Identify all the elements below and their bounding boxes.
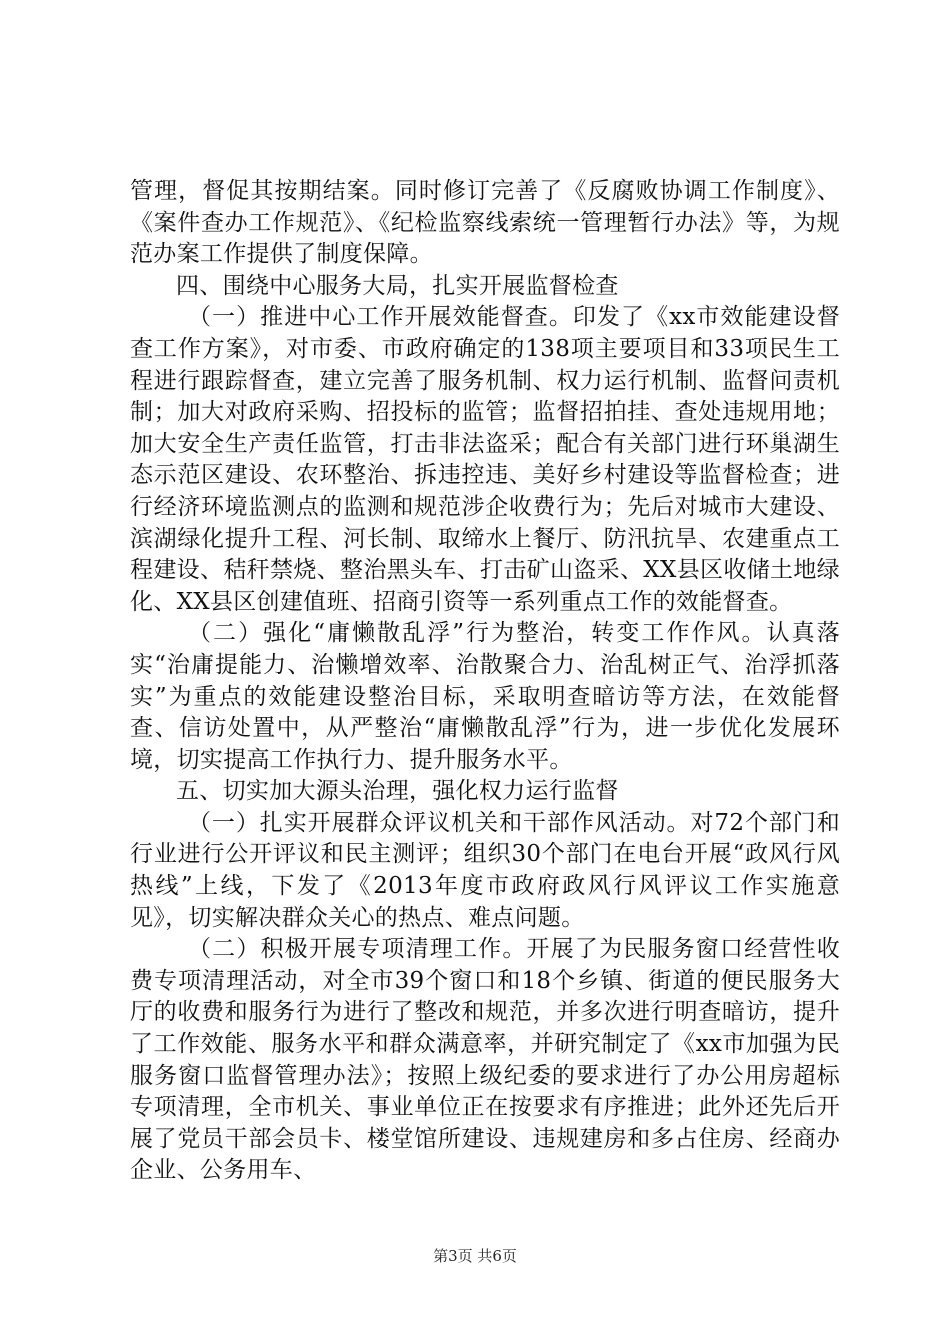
section-heading-5: 五、切实加大源头治理，强化权力运行监督 xyxy=(176,778,619,805)
page-number-label: 第3页 共6页 xyxy=(433,1247,517,1265)
page-footer xyxy=(0,1245,950,1266)
document-body xyxy=(130,176,840,1187)
paragraph-4-2: （二）强化“庸懒散乱浮”行为整治，转变工作作风。认真落实“治庸提能力、治懒增效率、治散聚合力、治乱树正气、治浮抓落实”为重点的效能建设整治目标，采取明查暗访等方法，在效能督查、信访处置中，从严整治“庸懒散乱浮”行为，进一步优化发展环境，切实提高工作执行力、提升服务水平。 xyxy=(130,620,840,773)
paragraph-5-2: （二）积极开展专项清理工作。开展了为民服务窗口经营性收费专项清理活动，对全市39个窗口和18个乡镇、街道的便民服务大厅的收费和服务行为进行了整改和规范，并多次进行明查暗访，提升了工作效能、服务水平和群众满意率，并研究制定了《xx市加强为民服务窗口监督管理办法》；按照上级纪委的要求进行了办公用房超标专项清理，全市机关、事业单位正在按要求有序推进；此外还先后开展了党员干部会员卡、楼堂馆所建设、违规建房和多占住房、经商办企业、公务用车、 xyxy=(130,936,840,1184)
section-heading-4: 四、围绕中心服务大局，扎实开展监督检查 xyxy=(176,272,619,299)
paragraph-4-1: （一）推进中心工作开展效能督查。印发了《xx市效能建设督查工作方案》，对市委、市政府确定的138项主要项目和33项民生工程进行跟踪督查，建立完善了服务机制、权力运行机制、监督问责机制；加大对政府采购、招投标的监管；监督招拍挂、查处违规用地；加大安全生产责任监管，打击非法盗采；配合有关部门进行环巢湖生态示范区建设、农环整治、拆违控违、美好乡村建设等监督检查；进行经济环境监测点的监测和规范涉企收费行为；先后对城市大建设、滨湖绿化提升工程、河长制、取缔水上餐厅、防汛抗旱、农建重点工程建设、秸秆禁烧、整治黑头车、打击矿山盗采、XX县区收储土地绿化、XX县区创建值班、招商引资等一系列重点工作的效能督查。 xyxy=(130,304,840,615)
paragraph-continuation: 管理，督促其按期结案。同时修订完善了《反腐败协调工作制度》、《案件查办工作规范》、《纪检监察线索统一管理暂行办法》等，为规范办案工作提供了制度保障。 xyxy=(130,178,840,268)
paragraph-5-1: （一）扎实开展群众评议机关和干部作风活动。对72个部门和行业进行公开评议和民主测评；组织30个部门在电台开展“政风行风热线”上线，下发了《2013年度市政府政风行风评议工作实施意见》，切实解决群众关心的热点、难点问题。 xyxy=(130,809,840,931)
